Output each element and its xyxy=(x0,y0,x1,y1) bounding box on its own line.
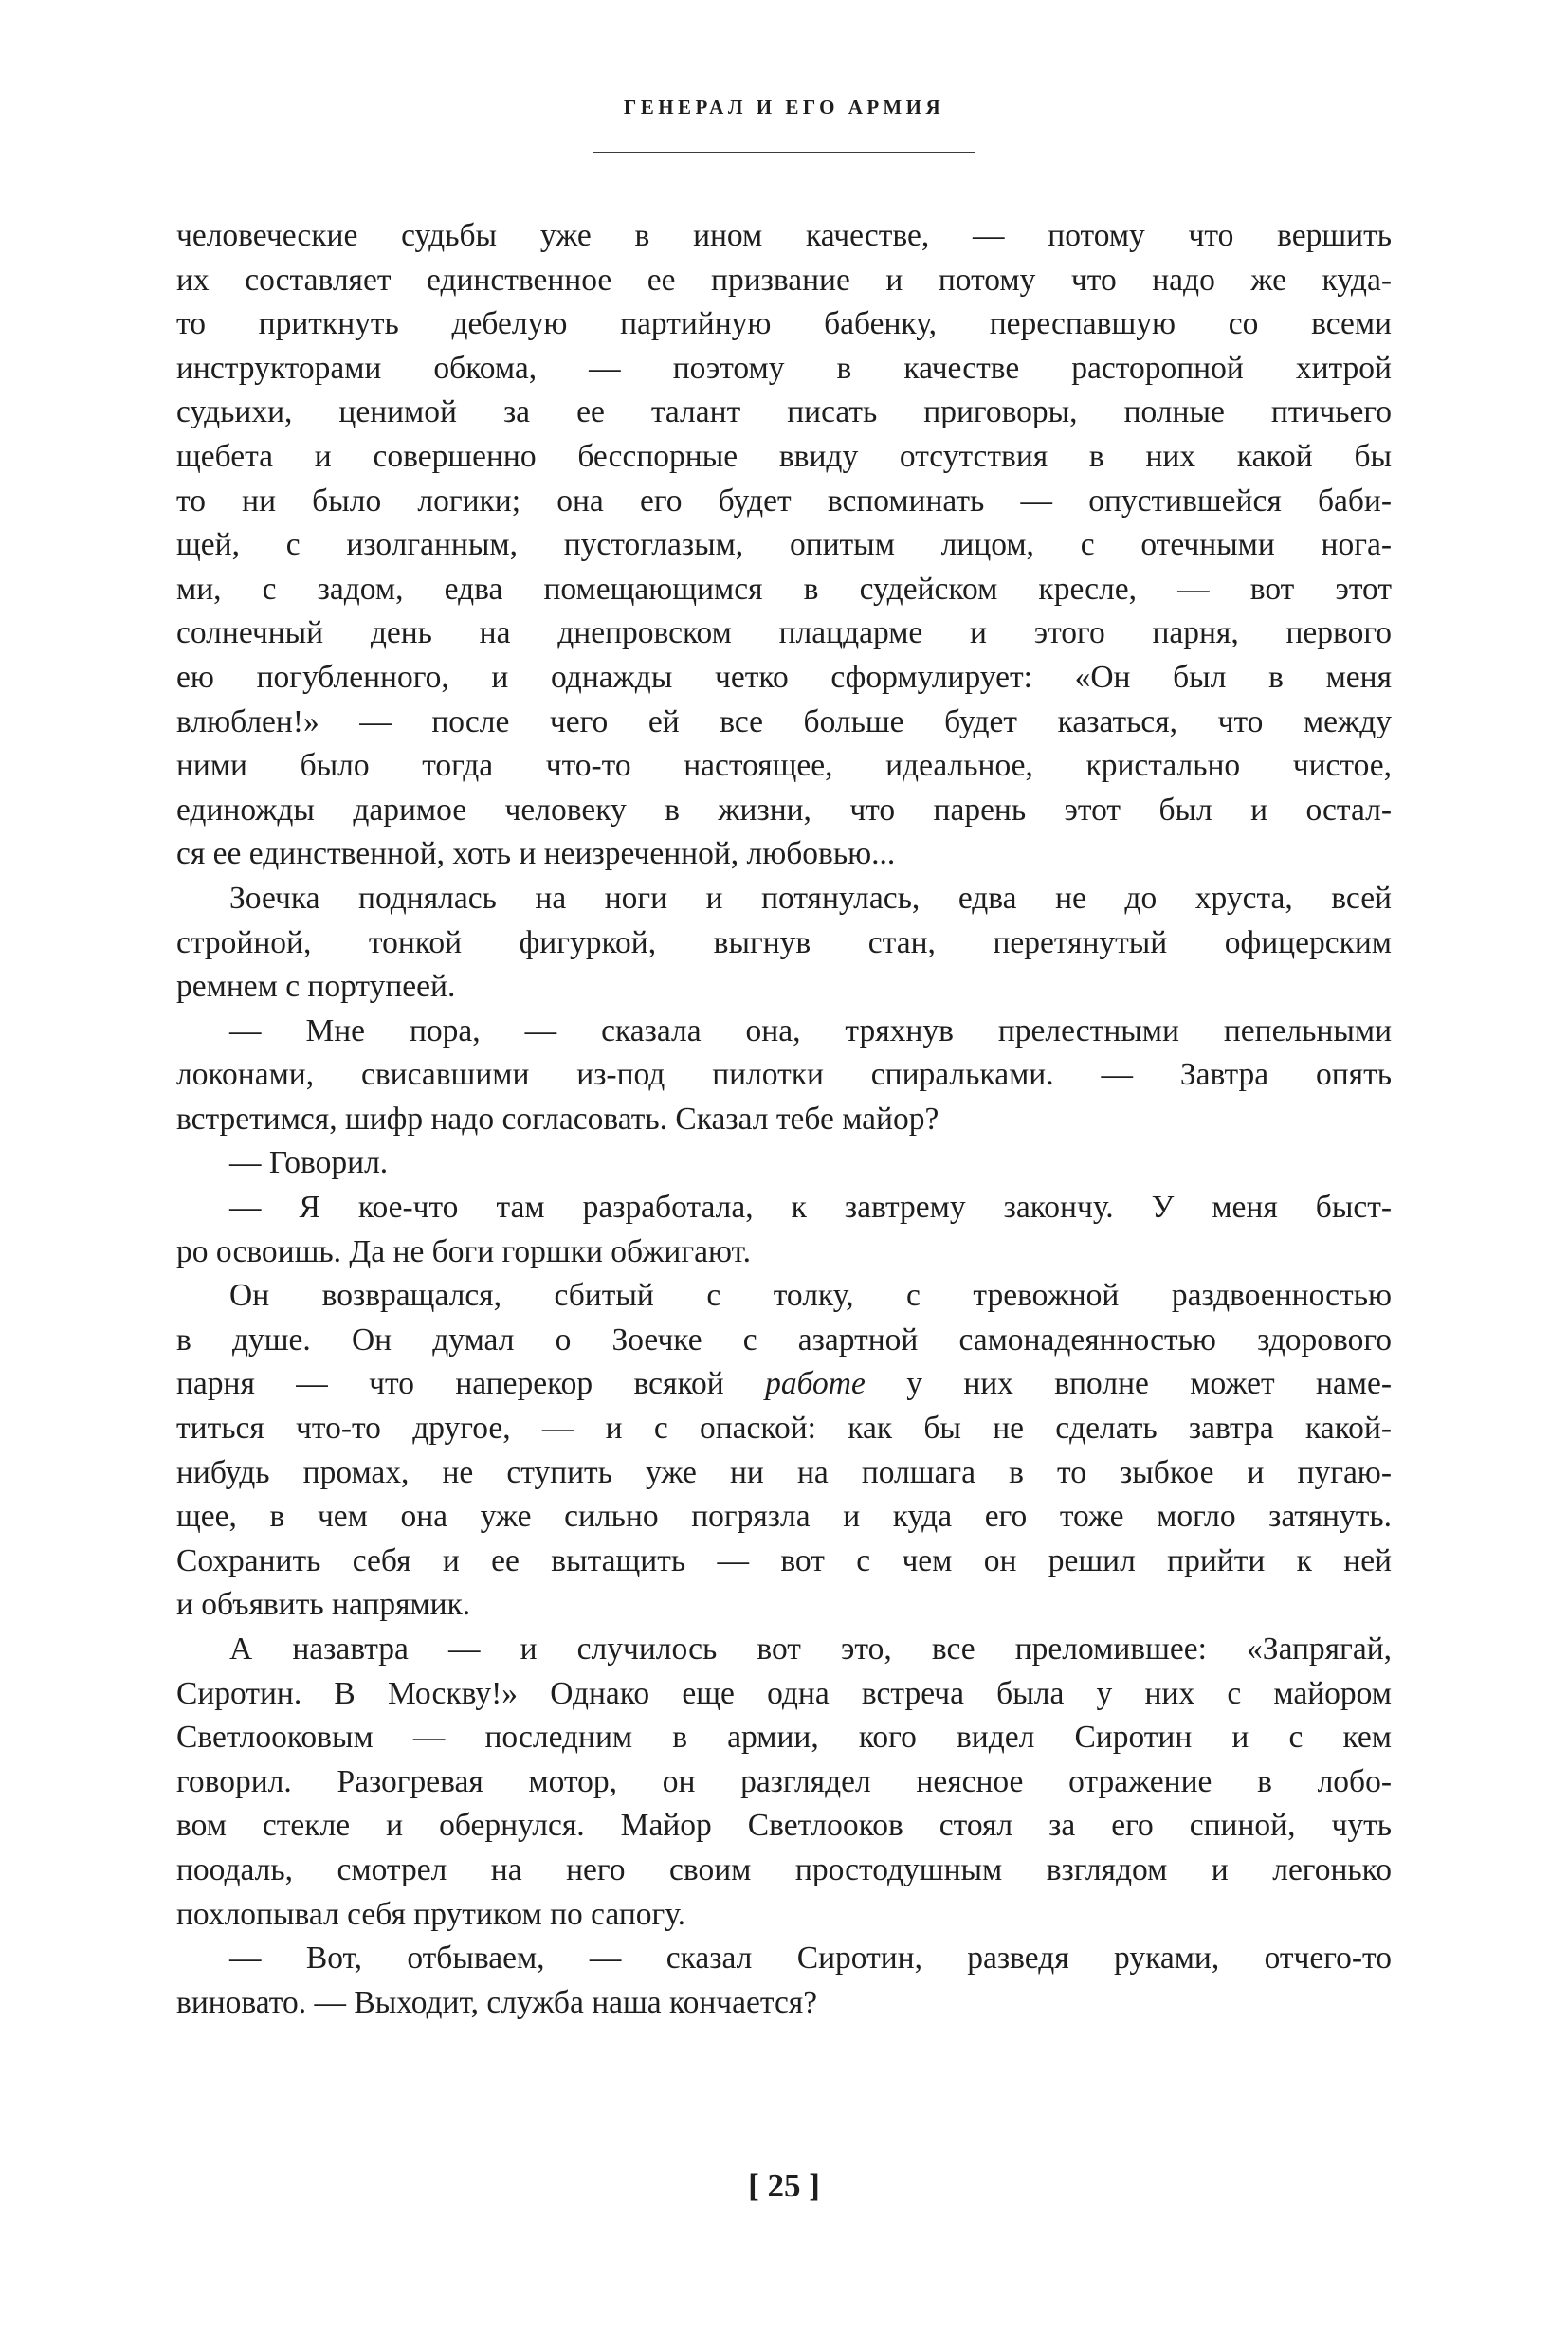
paragraph xyxy=(176,1937,1392,2025)
text-line: — Я кое-что там разработала, к завтрему закончу. У меня быст- xyxy=(229,1190,1392,1226)
paragraph xyxy=(176,1141,1392,1186)
text-line: стройной, тонкой фигуркой, выгнув стан, перетянутый офицерским xyxy=(176,924,1392,960)
text-line: Сиротин. В Москву!» Однако еще одна встреча была у них с майором xyxy=(176,1675,1392,1711)
text-line: ею погубленного, и однажды четко сформулирует: «Он был в меня xyxy=(176,659,1392,695)
text-line: вом стекле и обернулся. Майор Светлооков стоял за его спиной, чуть xyxy=(176,1808,1392,1844)
text-line: — Говорил. xyxy=(229,1145,389,1181)
text-line: инструкторами обкома, — поэтому в качестве расторопной хитрой xyxy=(176,350,1392,386)
text-line: в душе. Он думал о Зоечке с азартной самонадеянностью здорового xyxy=(176,1321,1392,1358)
paragraph xyxy=(176,1628,1392,1937)
text-line: поодаль, смотрел на него своим простодушным взглядом и легонько xyxy=(176,1851,1392,1887)
text-line: Светлооковым — последним в армии, кого видел Сиротин и с кем xyxy=(176,1720,1392,1756)
body-text xyxy=(176,214,1392,2025)
text-line: говорил. Разогревая мотор, он разглядел неясное отражение в лобо- xyxy=(176,1763,1392,1799)
text-line: А назавтра — и случилось вот это, все преломившее: «Запрягай, xyxy=(229,1631,1392,1667)
text-line: ро освоишь. Да не боги горшки обжигают. xyxy=(176,1233,752,1269)
text-line: их составляет единственное ее призвание и потому что надо же куда- xyxy=(176,262,1392,298)
text-line: парня — что наперекор всякой работе у них вполне может наме- xyxy=(176,1366,1392,1402)
text-line: солнечный день на днепровском плацдарме и этого парня, первого xyxy=(176,615,1392,651)
paragraph xyxy=(176,214,1392,877)
text-line: ся ее единственной, хоть и неизреченной, любовью... xyxy=(176,836,896,872)
paragraph xyxy=(176,877,1392,1010)
text-line: щебета и совершенно бесспорные ввиду отсутствия в них какой бы xyxy=(176,438,1392,474)
text-line: ми, с задом, едва помещающимся в судейском кресле, — вот этот xyxy=(176,571,1392,607)
text-line: влюблен!» — после чего ей все больше будет казаться, что между xyxy=(176,703,1392,739)
header-rule xyxy=(593,152,975,153)
text-line: ними было тогда что-то настоящее, идеальное, кристально чистое, xyxy=(176,748,1392,784)
text-line: единожды даримое человеку в жизни, что парень этот был и остал- xyxy=(176,792,1392,828)
text-line: встретимся, шифр надо согласовать. Сказал тебе майор? xyxy=(176,1101,939,1137)
text-line: Зоечка поднялась на ноги и потянулась, едва не до хруста, всей xyxy=(229,880,1392,916)
text-line: то ни было логики; она его будет вспоминать — опустившейся баби- xyxy=(176,483,1392,519)
text-line: локонами, свисавшими из-под пилотки спиральками. — Завтра опять xyxy=(176,1057,1392,1093)
text-line: похлопывал себя прутиком по сапогу. xyxy=(176,1896,686,1932)
text-line: ремнем с портупеей. xyxy=(176,969,456,1005)
text-line: Сохранить себя и ее вытащить — вот с чем он решил прийти к ней xyxy=(176,1542,1392,1578)
text-line: — Мне пора, — сказала она, тряхнув прелестными пепельными xyxy=(229,1012,1392,1048)
paragraph xyxy=(176,1010,1392,1142)
text-line: виновато. — Выходит, служба наша кончается? xyxy=(176,1984,818,2020)
text-line: нибудь промах, не ступить уже ни на полшага в то зыбкое и пугаю- xyxy=(176,1454,1392,1490)
text-line: титься что-то другое, — и с опаской: как бы не сделать завтра какой- xyxy=(176,1411,1392,1447)
text-line: щее, в чем она уже сильно погрязла и куда его тоже могло затянуть. xyxy=(176,1499,1392,1535)
emphasis: работе xyxy=(765,1366,866,1402)
paragraph xyxy=(176,1186,1392,1274)
text-line: Он возвращался, сбитый с толку, с тревожной раздвоенностью xyxy=(229,1278,1392,1314)
text-line: то приткнуть дебелую партийную бабенку, переспавшую со всеми xyxy=(176,306,1392,342)
running-header: ГЕНЕРАЛ И ЕГО АРМИЯ xyxy=(623,96,945,118)
page-number: [ 25 ] xyxy=(748,2167,820,2204)
text-line: человеческие судьбы уже в ином качестве, — потому что вершить xyxy=(176,218,1392,253)
paragraph xyxy=(176,1274,1392,1628)
text-line: — Вот, отбываем, — сказал Сиротин, разведя руками, отчего-то xyxy=(229,1941,1392,1977)
text-line: щей, с изолганным, пустоглазым, опитым лицом, с отечными нога- xyxy=(176,527,1392,563)
text-line: судьихи, ценимой за ее талант писать приговоры, полные птичьего xyxy=(176,394,1392,430)
text-line: и объявить напрямик. xyxy=(176,1587,471,1623)
